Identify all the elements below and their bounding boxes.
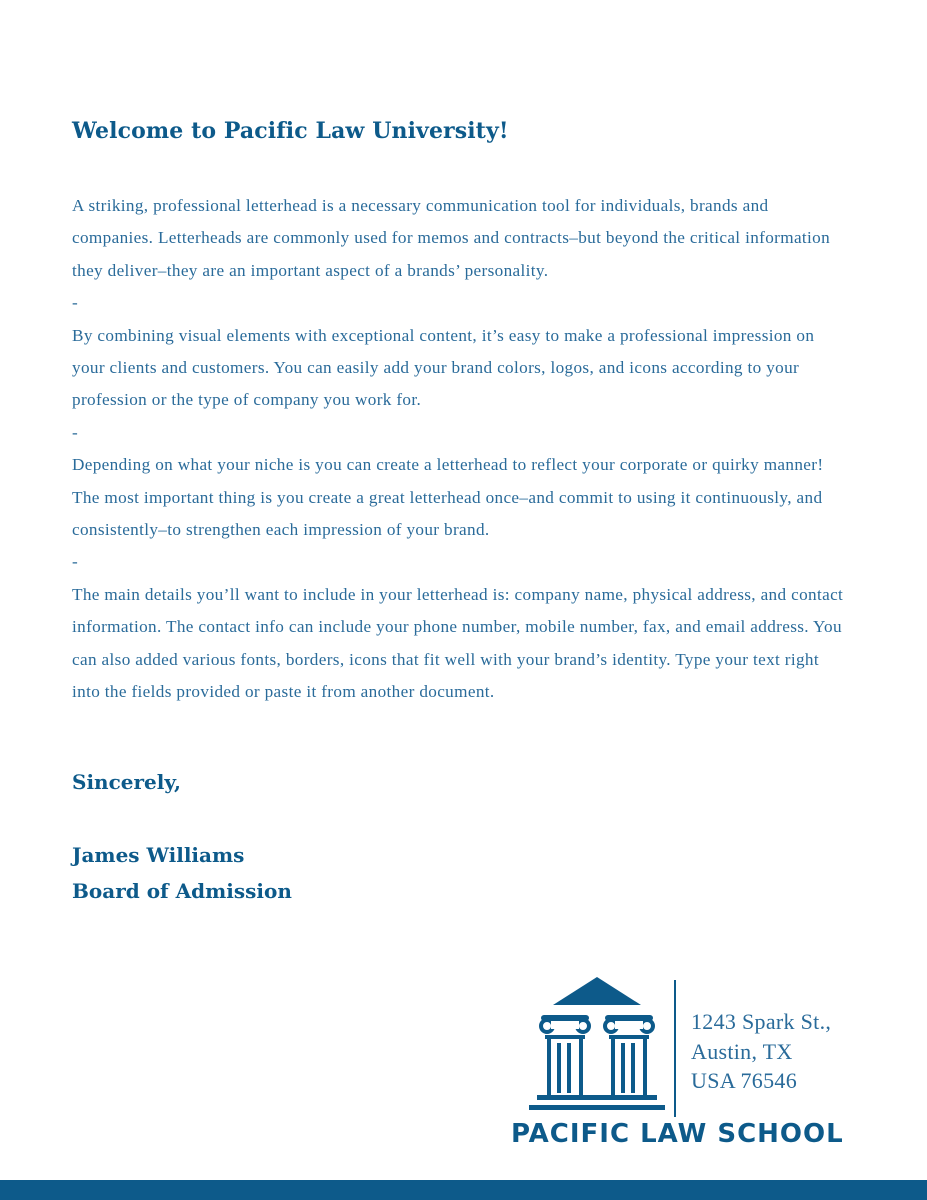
address-line: Austin, TX xyxy=(691,1038,793,1064)
letter-heading: Welcome to Pacific Law University! xyxy=(72,118,509,144)
paragraph-separator: - xyxy=(72,293,79,313)
footer-bar xyxy=(0,1180,927,1200)
paragraph: Depending on what your niche is you can create a letterhead to reflect your corporate or quirky manner! The most important thing is you create a great letterhead once–and commit to using it continuously, and consistently–to strengthen each impression of your brand. xyxy=(72,455,824,540)
paragraph: By combining visual elements with exceptional content, it’s easy to make a professional impression on your clients and customers. You can easily add your brand colors, logos, and icons according to your profession or the type of company you work for. xyxy=(72,325,815,410)
school-name-wordmark: PACIFIC LAW SCHOOL xyxy=(511,1119,844,1149)
paragraph-separator: - xyxy=(72,552,79,572)
paragraph: A striking, professional letterhead is a necessary communication tool for individuals, brands and companies. Letterheads are commonly used for memos and contracts–but beyond the critical information they deliver–they are an important aspect of a brands’ personality. xyxy=(72,196,831,280)
paragraph-separator: - xyxy=(72,422,79,442)
courthouse-columns-icon xyxy=(527,975,667,1115)
address-line: 1243 Spark St., xyxy=(691,1009,832,1034)
signature-name: James Williams xyxy=(72,843,245,867)
school-address xyxy=(691,1007,831,1096)
letter-body xyxy=(72,190,847,709)
signature-title: Board of Admission xyxy=(72,879,292,903)
address-line: USA 76546 xyxy=(691,1068,797,1093)
paragraph: The main details you’ll want to include in your letterhead is: company name, physical address, and contact information. The contact info can include your phone number, mobile number, fax, and email address. You can also added various fonts, borders, icons that fit well with your brand’s identity. Type your text right into the fields provided or paste it from another document. xyxy=(72,584,844,702)
letter-closing: Sincerely, xyxy=(72,770,182,794)
logo-divider xyxy=(674,980,676,1117)
